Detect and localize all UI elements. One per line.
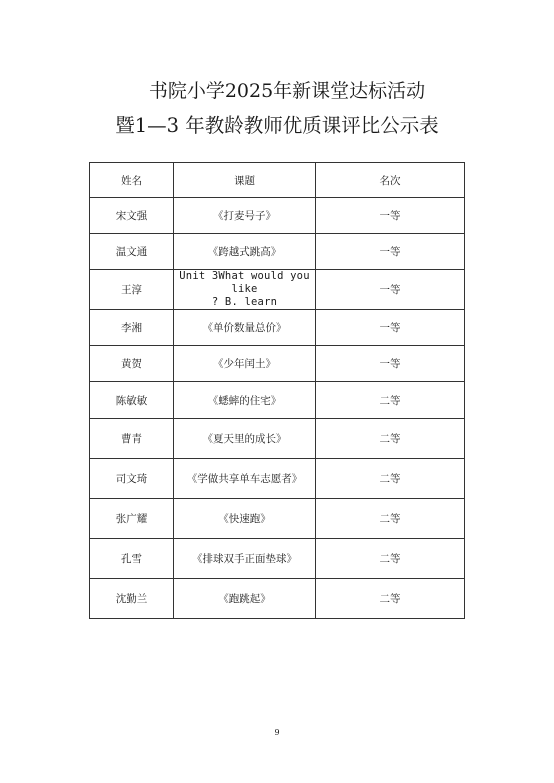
cell-name: 沈勤兰 [90,579,174,619]
cell-topic: 《快速跑》 [174,499,316,539]
cell-topic: 《少年闰土》 [174,346,316,382]
table-row [90,382,465,419]
cell-rank: 二等 [316,579,465,619]
table-row [90,198,465,234]
cell-rank: 一等 [316,198,465,234]
cell-rank: 二等 [316,459,465,499]
title-line-1: 书院小学2025年新课堂达标活动 [148,80,426,102]
header-rank: 名次 [316,163,465,198]
table-row [90,270,465,310]
cell-topic-line-2: ? B. learn [211,296,278,308]
cell-rank: 二等 [316,419,465,459]
cell-rank: 二等 [316,539,465,579]
cell-name: 曹青 [90,419,174,459]
header-name: 姓名 [90,163,174,198]
cell-topic: 《学做共享单车志愿者》 [174,459,316,499]
cell-name: 张广耀 [90,499,174,539]
table-row [90,459,465,499]
cell-rank: 一等 [316,346,465,382]
cell-rank: 二等 [316,499,465,539]
header-topic: 课题 [174,163,316,198]
cell-topic: 《蟋蟀的住宅》 [174,382,316,419]
cell-topic: 《打麦号子》 [174,198,316,234]
cell-topic: 《跑跳起》 [174,579,316,619]
cell-topic-line-1: Unit 3What would you like [179,270,310,295]
cell-name: 李湘 [90,310,174,346]
cell-rank: 一等 [316,270,465,310]
results-table [89,162,465,619]
table-row [90,234,465,270]
cell-name: 王淳 [90,270,174,310]
table-row [90,310,465,346]
cell-rank: 一等 [316,234,465,270]
cell-name: 孔雪 [90,539,174,579]
table-row [90,419,465,459]
cell-topic: 《单价数量总价》 [174,310,316,346]
table-row [90,499,465,539]
table-header-row [90,163,465,198]
cell-rank: 一等 [316,310,465,346]
cell-name: 司文琦 [90,459,174,499]
cell-topic: 《夏天里的成长》 [174,419,316,459]
cell-name: 温文通 [90,234,174,270]
cell-topic: 《跨越式跳高》 [174,234,316,270]
cell-topic [174,270,316,310]
cell-name: 陈敏敏 [90,382,174,419]
title-line-2: 暨1—3 年教龄教师优质课评比公示表 [115,114,439,137]
table-row [90,539,465,579]
cell-name: 黄贺 [90,346,174,382]
cell-topic: 《排球双手正面垫球》 [174,539,316,579]
table-row [90,346,465,382]
table-row [90,579,465,619]
cell-rank: 二等 [316,382,465,419]
cell-name: 宋文强 [90,198,174,234]
page-number: 9 [274,728,280,737]
